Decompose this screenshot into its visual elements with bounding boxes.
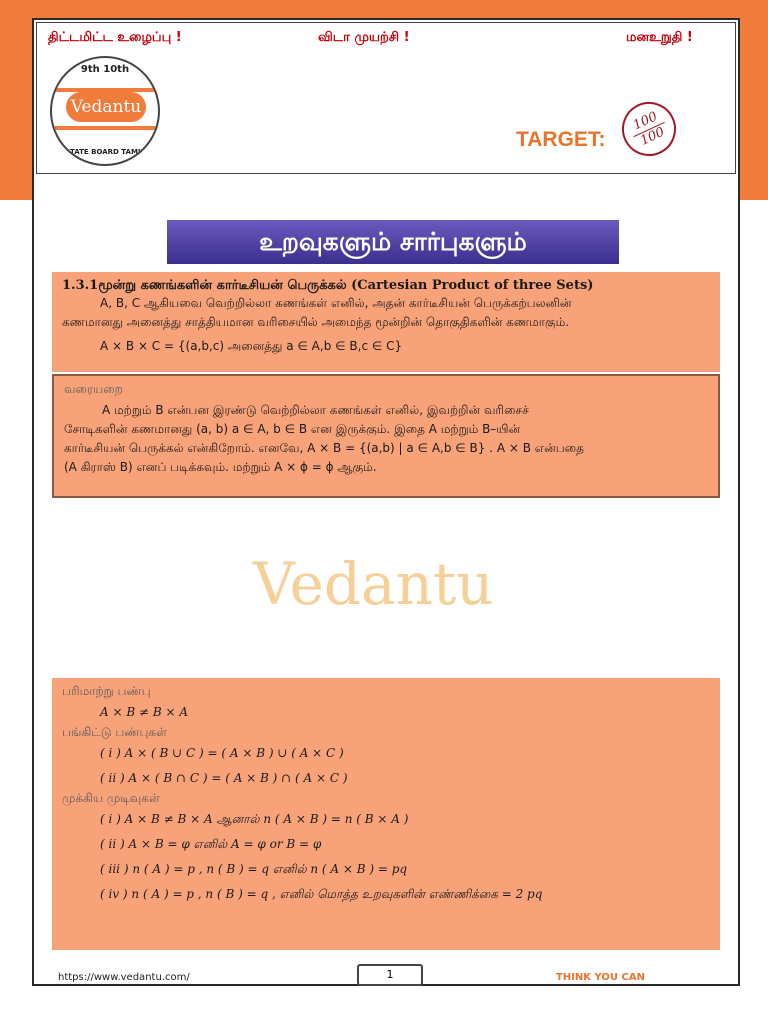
- logo-arc-text: STATE BOARD TAMIL: [65, 148, 145, 156]
- definition-line: சோடிகளின் கணமானது (a, b) a ∈ A, b ∈ B என இருக்கும். இதை A மற்றும் B–யின்: [64, 422, 521, 436]
- section-line: A, B, C ஆகியவை வெற்றில்லா கணங்கள் எனில், அதன் கார்டீசியன் பெருக்கற்பலனின்: [100, 296, 572, 310]
- logo-stripe: [52, 126, 158, 130]
- definition-line: கார்டீசியன் பெருக்கல் என்கிறோம். எனவே, A × B = {(a,b) | a ∈ A,b ∈ B} . A × B என்பதை: [64, 441, 584, 455]
- commutative-heading: பரிமாற்று பண்பு: [62, 684, 151, 698]
- page-number: 1: [357, 964, 423, 986]
- footer-url-link[interactable]: https://www.vedantu.com/: [58, 972, 190, 983]
- definition-line: (A கிராஸ் B) எனப் படிக்கவும். மற்றும் A × ϕ = ϕ ஆகும்.: [64, 460, 377, 474]
- result-item: ( iii ) n ( A ) = p , n ( B ) = q எனில் n ( A × B ) = pq: [100, 862, 408, 876]
- motto-center: விடா முயற்சி !: [318, 30, 410, 45]
- results-heading: முக்கிய முடிவுகள்: [62, 791, 160, 805]
- logo-brand: Vedantu: [66, 92, 146, 122]
- stamp-bottom: 100: [638, 124, 668, 149]
- section-line: கணமானது அனைத்து சாத்தியமான வரிசையில் அமைந்த மூன்றின் தொகுதிகளின் கணமாகும்.: [62, 315, 570, 329]
- result-item: ( i ) A × B ≠ B × A ஆனால் n ( A × B ) = n ( B × A ): [100, 812, 409, 826]
- stamp-top: 100: [630, 109, 660, 134]
- result-item: ( iv ) n ( A ) = p , n ( B ) = q , எனில் மொத்த உறவுகளின் எண்ணிக்கை = 2 pq: [100, 887, 543, 901]
- commutative-formula: A × B ≠ B × A: [100, 705, 189, 719]
- target-label: TARGET:: [516, 128, 606, 151]
- section-formula: A × B × C = {(a,b,c) அனைத்து a ∈ A,b ∈ B,c ∈ C}: [100, 339, 403, 353]
- motto-right: மனஉறுதி !: [626, 30, 693, 45]
- distributive-item: ( ii ) A × ( B ∩ C ) = ( A × B ) ∩ ( A × C ): [100, 771, 348, 785]
- definition-heading: வரையறை: [64, 382, 123, 396]
- vedantu-logo: [50, 56, 160, 166]
- cartesian-three-sets-box: [52, 272, 720, 372]
- properties-box: [52, 678, 720, 950]
- distributive-item: ( i ) A × ( B ∪ C ) = ( A × B ) ∪ ( A × C ): [100, 746, 344, 760]
- result-item: ( ii ) A × B = φ எனில் A = φ or B = φ: [100, 837, 322, 851]
- definition-line: A மற்றும் B என்பன இரண்டு வெற்றில்லா கணங்கள் எனில், இவற்றின் வரிசைச்: [102, 403, 529, 417]
- chapter-banner: உறவுகளும் சார்புகளும்: [167, 220, 619, 264]
- distributive-heading: பங்கிட்டு பண்புகள்: [62, 725, 167, 739]
- section-title: 1.3.1மூன்று கணங்களின் கார்டீசியன் பெருக்கல் (Cartesian Product of three Sets): [62, 278, 594, 293]
- logo-grade: 9th 10th: [80, 64, 130, 75]
- subheading: 10th Maths சூத்திரங்கள் மற்றும் வரையறைகள்: [274, 180, 498, 191]
- motto-left: திட்டமிட்ட உழைப்பு !: [48, 30, 182, 45]
- footer-tagline: THINK YOU CAN: [556, 972, 645, 983]
- vedantu-watermark: Vedantu: [253, 550, 494, 618]
- definition-box: [52, 374, 720, 498]
